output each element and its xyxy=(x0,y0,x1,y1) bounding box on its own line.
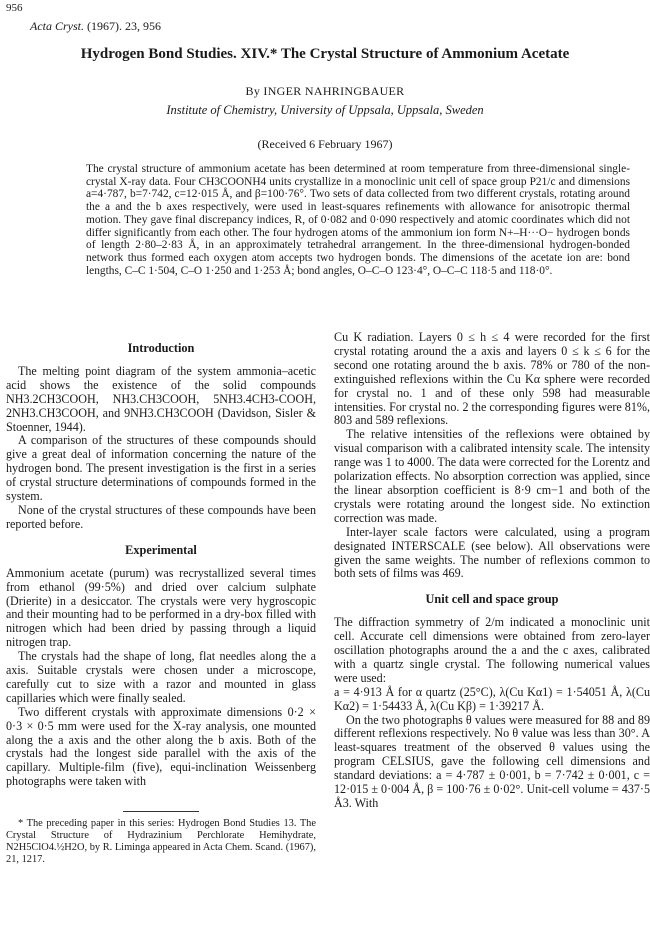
abstract: The crystal structure of ammonium acetate has been determined at room temperature from three-dimensional single-crystal X-ray data. Four CH3COONH4 units crystallize in a monoclinic unit cell of space group P21/c and dimensions a=4·787, b=7·742, c=12·015 Å, and β=100·76°. Two sets of data collected from two different crystals, rotating around the a and the b axes respectively, were used in least-squares refinements with allowance for anisotropic thermal motion. They gave final discrepancy indices, R, of 0·082 and 0·090 respectively and atomic coordinates which did not differ significantly from each other. The four hydrogen atoms of the ammonium ion form N+–H···O− hydrogen bonds of length 2·80–2·83 Å, in an approximately tetrahedral arrangement. In the three-dimensional hydrogen-bonded network thus formed each oxygen atom accepts two hydrogen bonds. The dimensions of the acetate ion are: bond lengths, C–C 1·504, C–O 1·250 and 1·253 Å; bond angles, O–C–O 123·4°, O–C–C 118·5 and 118·0°. xyxy=(86,163,630,277)
intro-paragraph-2: A comparison of the structures of these compounds should give a great deal of information concerning the nature of the hydrogen bond. The present investigation is the first in a series of crystal structure determinations of compounds formed in the system. xyxy=(6,433,316,504)
unit-cell-paragraph-1: The diffraction symmetry of 2/m indicated a monoclinic unit cell. Accurate cell dimensions were obtained from zero-layer oscillation photographs around the a and the c axes, calibrated with a quartz single crystal. The following numerical values were used: xyxy=(334,615,650,685)
experimental-continued-paragraph-2: The relative intensities of the reflexions were obtained by visual comparison with a calibrated intensity scale. The intensity range was 1 to 4000. The data were corrected for the Lorentz and polarization effects. No absorption correction was applied, since the linear absorption coefficient is 8·9 cm−1 and both of the crystals were rotating around the longest side. No extinction correction was made. xyxy=(334,427,650,525)
intro-paragraph-3: None of the crystal structures of these compounds have been reported before. xyxy=(6,502,316,531)
section-heading-introduction: Introduction xyxy=(127,341,195,355)
journal-citation xyxy=(30,19,161,34)
footnote-divider xyxy=(123,811,199,812)
page-number: 956 xyxy=(6,2,23,14)
experimental-paragraph-2: The crystals had the shape of long, flat needles along the a axis. Suitable crystals were chosen under a microscope, carefully cut to size with a razor and mounted in glass capillaries which were finally sealed. xyxy=(6,649,316,705)
section-heading-unit-cell: Unit cell and space group xyxy=(425,592,559,607)
right-column xyxy=(334,331,650,811)
experimental-paragraph-1: Ammonium acetate (purum) was recrystallized several times from ethanol (99·5%) and dried over calcium sulphate (Drierite) in a desiccator. The crystals were very hygroscopic and their mounting had to be performed in a dry-box filled with nitrogen which had been dried by passing through a liquid nitrogen trap. xyxy=(6,565,316,650)
experimental-paragraph-3: Two different crystals with approximate dimensions 0·2 × 0·3 × 0·5 mm were used for the X-ray analysis, one mounted along the a axis and the other along the b axis. Both of the crystals had the longest side parallel with the axis of the capillary. Multiple-film (five), equi-inclination Weissenberg photographs were taken with xyxy=(6,704,316,789)
left-column xyxy=(6,331,316,866)
journal-volume: (1967). 23, 956 xyxy=(87,19,161,33)
received-date: (Received 6 February 1967) xyxy=(257,137,393,151)
affiliation: Institute of Chemistry, University of Uppsala, Uppsala, Sweden xyxy=(166,103,484,117)
experimental-continued-paragraph-3: Inter-layer scale factors were calculated, using a program designated INTERSCALE (see below). All observations were given the same weights. The number of reflexions common to both sets of films was 469. xyxy=(334,524,650,581)
unit-cell-paragraph-2: On the two photographs θ values were measured for 88 and 89 different reflexions respectively. No θ value was less than 30°. A least-squares treatment of the observed θ values using the program CELSIUS, gave the following cell dimensions and standard deviations: a = 4·787 ± 0·001, b = 7·742 ± 0·001, c = 12·015 ± 0·004 Å, β = 100·76 ± 0·02°. Unit-cell volume = 437·5 Å3. With xyxy=(334,712,650,810)
paper-title: Hydrogen Bond Studies. XIV.* The Crystal Structure of Ammonium Acetate xyxy=(80,46,570,62)
unit-cell-equation: a = 4·913 Å for α quartz (25°C), λ(Cu Kα1) = 1·54051 Å, λ(Cu Kα2) = 1·54433 Å, λ(Cu Kβ) = 1·39217 Å. xyxy=(334,684,650,713)
intro-paragraph-1: The melting point diagram of the system ammonia–acetic acid shows the existence of the solid compounds NH3.2CH3COOH, NH3.CH3COOH, 5NH3.4CH3-COOH, 2NH3.CH3COOH, and 9NH3.CH3COOH (Davidson, Sisler & Stoenner, 1944). xyxy=(6,363,316,434)
experimental-continued-paragraph-1: Cu K radiation. Layers 0 ≤ h ≤ 4 were recorded for the first crystal rotating around the a axis and layers 0 ≤ k ≤ 6 for the second one rotating around the b axis. 78% or 780 of the non-extinguished reflexions within the Cu Kα sphere were recorded for crystal no. 1 and of these only 598 had measurable intensities. For crystal no. 2 the corresponding figures were 81%, 803 and 589 reflexions. xyxy=(334,330,650,428)
author-line: By INGER NAHRINGBAUER xyxy=(245,84,405,98)
footnote: * The preceding paper in this series: Hydrogen Bond Studies 13. The Crystal Structure of Hydrazinium Perchlorate Hemihydrate, N2H5ClO4.½H2O, by R. Liminga appeared in Acta Chem. Scand. (1967), 21, 1217. xyxy=(6,818,316,866)
journal-name: Acta Cryst. xyxy=(30,19,84,33)
section-heading-experimental: Experimental xyxy=(125,542,197,557)
